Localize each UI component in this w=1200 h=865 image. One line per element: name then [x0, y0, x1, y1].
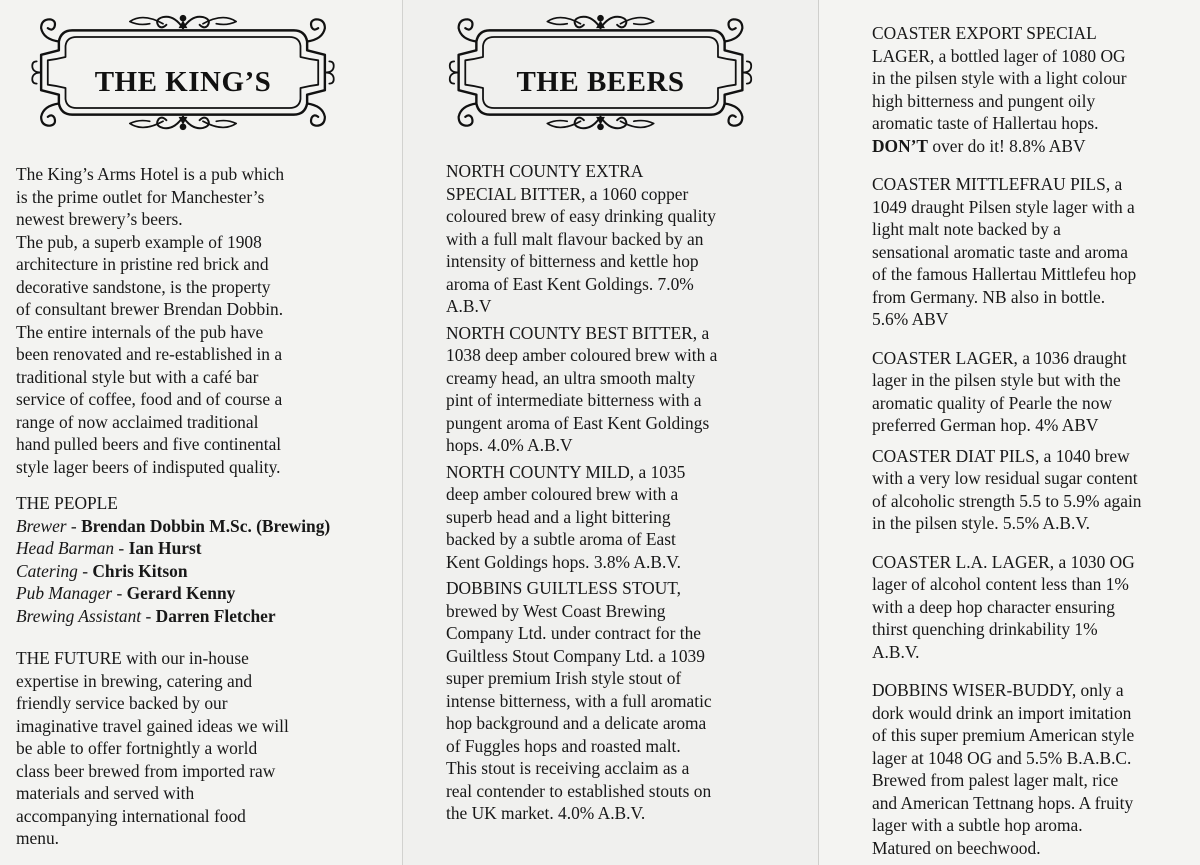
- text-line: The King’s Arms Hotel is a pub which: [16, 164, 285, 184]
- right-panel: [818, 0, 1200, 865]
- text-line: COASTER L.A. LAGER, a 1030 OG: [872, 551, 1135, 572]
- text-line: NORTH COUNTY EXTRA: [446, 161, 644, 181]
- text-line: Kent Goldings hops. 3.8% A.B.V.: [446, 551, 681, 572]
- people-row: Head Barman - Ian Hurst: [16, 538, 202, 558]
- warning-rest: over do it! 8.8% ABV: [928, 135, 1086, 156]
- beers-list: [446, 160, 717, 825]
- text-line: LAGER, a bottled lager of 1080 OG: [872, 45, 1126, 66]
- beer-entry: [872, 445, 1142, 535]
- text-line: aromatic taste of Hallertau hops.: [872, 113, 1099, 133]
- text-line: super premium Irish style stout of: [446, 668, 682, 688]
- text-line: NORTH COUNTY MILD, a 1035: [446, 461, 686, 482]
- text-line: been renovated and re-established in a: [16, 344, 283, 364]
- text-line: This stout is receiving acclaim as a: [446, 758, 690, 778]
- text-line: COASTER EXPORT SPECIAL: [872, 23, 1097, 43]
- text-line: COASTER DIAT PILS, a 1040 brew: [872, 445, 1130, 466]
- text-line: intensity of bitterness and kettle hop: [446, 251, 699, 271]
- text-line: coloured brew of easy drinking quality: [446, 206, 716, 226]
- text-line: intense bitterness, with a full aromatic: [446, 690, 712, 711]
- text-line: Guiltless Stout Company Ltd. a 1039: [446, 645, 705, 666]
- text-line: in the pilsen style. 5.5% A.B.V.: [872, 513, 1091, 533]
- text-line: of Fuggles hops and roasted malt.: [446, 735, 681, 756]
- beer-entry: [872, 347, 1142, 437]
- people-role: Pub Manager: [16, 583, 113, 603]
- text-line: pungent aroma of East Kent Goldings: [446, 412, 710, 433]
- beers-title: THE BEERS: [516, 66, 685, 98]
- text-line: lager with a subtle hop aroma.: [872, 815, 1083, 835]
- text-line: 5.6% ABV: [872, 309, 949, 329]
- people-role: Brewer: [16, 515, 67, 536]
- left-panel: [0, 0, 402, 865]
- text-line: lager of alcohol content less than 1%: [872, 574, 1129, 594]
- text-line: hops. 4.0% A.B.V: [446, 435, 573, 455]
- text-line: Company Ltd. under contract for the: [446, 623, 701, 643]
- text-line: THE FUTURE with our in-house: [16, 648, 249, 668]
- text-line: deep amber coloured brew with a: [446, 484, 679, 504]
- text-line: be able to offer fortnightly a world: [16, 738, 258, 758]
- text-line: is the prime outlet for Manchester’s: [16, 186, 265, 207]
- text-line: range of now acclaimed traditional: [16, 411, 259, 432]
- people-role: Head Barman: [16, 538, 115, 558]
- text-line: The pub, a superb example of 1908: [16, 231, 262, 252]
- text-line: with a full malt flavour backed by an: [446, 228, 704, 249]
- text-line: hand pulled beers and five continental: [16, 434, 282, 454]
- text-line: lager at 1048 OG and 5.5% B.A.B.C.: [872, 747, 1132, 768]
- text-line: A.B.V.: [872, 641, 920, 662]
- people-row: Pub Manager - Gerard Kenny: [16, 583, 236, 603]
- people-row: Brewer - Brendan Dobbin M.Sc. (Brewing): [16, 515, 331, 536]
- text-line: NORTH COUNTY BEST BITTER, a: [446, 322, 710, 343]
- text-line: backed by a subtle aroma of East: [446, 529, 676, 549]
- text-line: with a deep hop character ensuring: [872, 596, 1115, 617]
- people-role: Brewing Assistant: [16, 605, 142, 626]
- text-line: sensational aromatic taste and aroma: [872, 241, 1128, 262]
- text-line: brewed by West Coast Brewing: [446, 600, 666, 621]
- beer-entry: [872, 22, 1142, 157]
- text-line: newest brewery’s beers.: [16, 209, 183, 229]
- text-line: friendly service backed by our: [16, 693, 228, 713]
- text-line: and American Tettnang hops. A fruity: [872, 792, 1134, 813]
- people-name: Darren Fletcher: [155, 605, 276, 626]
- text-line: of consultant brewer Brendan Dobbin.: [16, 299, 284, 319]
- kings-intro: [16, 163, 330, 850]
- text-line: thirst quenching drinkability 1%: [872, 619, 1098, 639]
- text-line: 1049 draught Pilsen style lager with a: [872, 196, 1135, 217]
- warning-bold: DON’T: [872, 135, 929, 156]
- beer-entry: [446, 160, 717, 318]
- text-line: The entire internals of the pub have: [16, 321, 264, 342]
- text-line: light malt note backed by a: [872, 219, 1061, 239]
- text-line: pint of intermediate bitterness with a: [446, 390, 702, 410]
- text-line: hop background and a delicate aroma: [446, 713, 707, 733]
- text-line: superb head and a light bittering: [446, 506, 671, 527]
- text-line: lager in the pilsen style but with the: [872, 370, 1121, 390]
- text-line: with a very low residual sugar content: [872, 468, 1138, 488]
- text-line: A.B.V: [446, 296, 492, 316]
- kings-title-frame: [3, 6, 363, 139]
- people-row: Brewing Assistant - Darren Fletcher: [16, 605, 276, 626]
- beers-title-frame: [423, 6, 778, 139]
- text-line: DOBBINS WISER-BUDDY, only a: [872, 680, 1124, 700]
- text-line: of this super premium American style: [872, 725, 1135, 745]
- text-line: service of coffee, food and of course a: [16, 389, 283, 409]
- text-line: COASTER LAGER, a 1036 draught: [872, 347, 1127, 368]
- text-line: in the pilsen style with a light colour: [872, 68, 1127, 88]
- text-line: DOBBINS GUILTLESS STOUT,: [446, 578, 681, 598]
- text-line: menu.: [16, 828, 59, 848]
- beer-entry: [446, 461, 717, 574]
- beer-entry: [446, 322, 717, 457]
- beer-entry: [872, 173, 1142, 331]
- text-line: creamy head, an ultra smooth malty: [446, 367, 696, 388]
- text-line: COASTER MITTLEFRAU PILS, a: [872, 174, 1123, 194]
- beer-entry: [872, 679, 1142, 859]
- text-line: of alcoholic strength 5.5 to 5.9% again: [872, 490, 1142, 511]
- people-name: Brendan Dobbin M.Sc. (Brewing): [81, 515, 331, 536]
- kings-title: THE KING’S: [94, 66, 272, 98]
- lagers-list: [872, 22, 1142, 859]
- text-line: SPECIAL BITTER, a 1060 copper: [446, 183, 689, 204]
- people-name: Chris Kitson: [92, 560, 188, 581]
- text-line: accompanying international food: [16, 805, 246, 826]
- text-line: aroma of East Kent Goldings. 7.0%: [446, 273, 694, 294]
- text-line: Matured on beechwood.: [872, 837, 1041, 858]
- text-line: real contender to established stouts on: [446, 780, 712, 801]
- people-name: Gerard Kenny: [126, 583, 236, 603]
- text-line: preferred German hop. 4% ABV: [872, 415, 1099, 435]
- people-role: Catering: [16, 560, 78, 581]
- people-heading: THE PEOPLE: [16, 493, 118, 513]
- text-line: imaginative travel gained ideas we will: [16, 715, 289, 736]
- people-row: Catering - Chris Kitson: [16, 560, 188, 581]
- text-line: of the famous Hallertau Mittlefeu hop: [872, 264, 1137, 284]
- text-line: traditional style but with a café bar: [16, 366, 259, 387]
- text-line: expertise in brewing, catering and: [16, 670, 253, 691]
- text-line: materials and served with: [16, 783, 195, 803]
- text-line: from Germany. NB also in bottle.: [872, 286, 1106, 307]
- warning-line: [872, 135, 1142, 158]
- text-line: class beer brewed from imported raw: [16, 760, 276, 781]
- text-line: high bitterness and pungent oily: [872, 90, 1096, 111]
- text-line: Brewed from palest lager malt, rice: [872, 770, 1119, 790]
- beer-entry: [446, 577, 717, 825]
- people-name: Ian Hurst: [128, 538, 202, 558]
- text-line: style lager beers of indisputed quality.: [16, 456, 281, 477]
- text-line: architecture in pristine red brick and: [16, 254, 269, 274]
- beer-entry: [872, 551, 1142, 664]
- text-line: 1038 deep amber coloured brew with a: [446, 345, 718, 365]
- text-line: decorative sandstone, is the property: [16, 276, 271, 297]
- middle-panel: [402, 0, 818, 865]
- text-line: aromatic quality of Pearle the now: [872, 392, 1113, 413]
- text-line: the UK market. 4.0% A.B.V.: [446, 803, 646, 823]
- text-line: dork would drink an import imitation: [872, 702, 1132, 723]
